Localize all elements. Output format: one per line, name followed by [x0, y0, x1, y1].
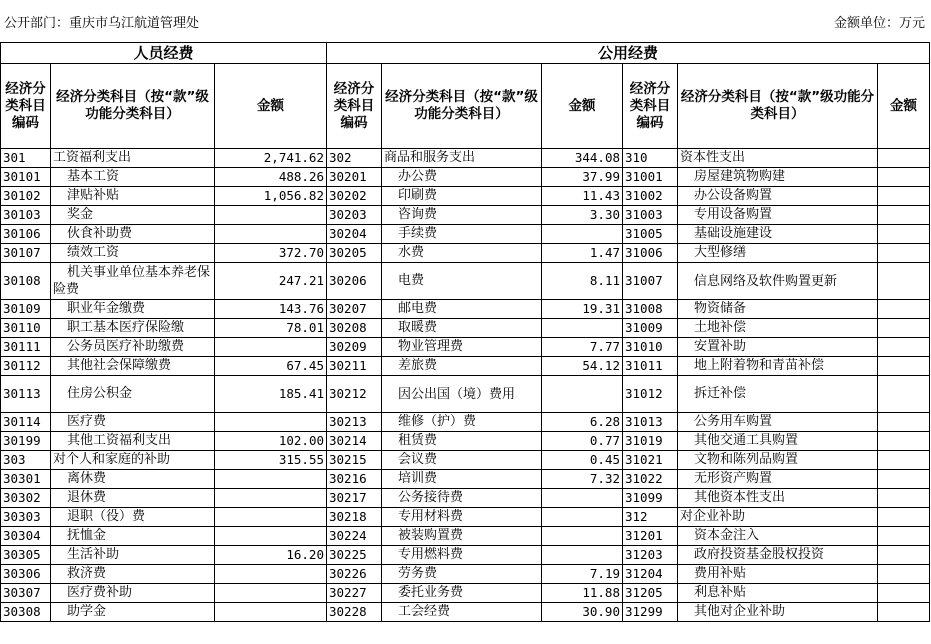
- name-cell: 利息补贴: [678, 584, 878, 603]
- name-cell: 文物和陈列品购置: [678, 451, 878, 470]
- amount-cell: 78.01: [215, 319, 327, 338]
- table-row: [1, 168, 930, 187]
- amount-header: 金额: [215, 64, 327, 149]
- code-cell: 30228: [327, 603, 382, 622]
- amount-cell: [878, 413, 930, 432]
- name-cell: 物资储备: [678, 300, 878, 319]
- table-row: [1, 338, 930, 357]
- amount-cell: [878, 244, 930, 263]
- name-cell: 拆迁补偿: [678, 376, 878, 413]
- code-cell: 31008: [623, 300, 678, 319]
- name-cell: 培训费: [382, 470, 542, 489]
- code-cell: 30112: [1, 357, 51, 376]
- name-cell: 救济费: [51, 565, 215, 584]
- name-cell: 劳务费: [382, 565, 542, 584]
- name-cell: 伙食补助费: [51, 225, 215, 244]
- amount-cell: 16.20: [215, 546, 327, 565]
- amount-cell: [878, 470, 930, 489]
- code-cell: 30204: [327, 225, 382, 244]
- code-cell: 31006: [623, 244, 678, 263]
- name-cell: 专用材料费: [382, 508, 542, 527]
- amount-cell: [878, 603, 930, 622]
- table-row: [1, 206, 930, 225]
- amount-cell: [878, 508, 930, 527]
- amount-cell: 67.45: [215, 357, 327, 376]
- amount-cell: 11.88: [542, 584, 623, 603]
- amount-cell: 7.77: [542, 338, 623, 357]
- code-cell: 30208: [327, 319, 382, 338]
- code-cell: 30201: [327, 168, 382, 187]
- code-cell: 30107: [1, 244, 51, 263]
- code-cell: 31012: [623, 376, 678, 413]
- code-cell: 30224: [327, 527, 382, 546]
- amount-cell: [215, 338, 327, 357]
- table-row: [1, 470, 930, 489]
- amount-header: 金额: [878, 64, 930, 149]
- table-row: [1, 584, 930, 603]
- amount-cell: [542, 376, 623, 413]
- amount-cell: 6.28: [542, 413, 623, 432]
- name-cell: 奖金: [51, 206, 215, 225]
- code-cell: 30301: [1, 470, 51, 489]
- amount-cell: 7.19: [542, 565, 623, 584]
- amount-cell: 344.08: [542, 149, 623, 168]
- code-cell: 31007: [623, 263, 678, 300]
- code-cell: 30199: [1, 432, 51, 451]
- code-cell: 30109: [1, 300, 51, 319]
- amount-cell: [878, 489, 930, 508]
- name-cell: 费用补贴: [678, 565, 878, 584]
- name-cell: 水费: [382, 244, 542, 263]
- table-row: [1, 565, 930, 584]
- table-row: [1, 376, 930, 413]
- amount-cell: 11.43: [542, 187, 623, 206]
- unit-label: 金额单位：万元: [833, 16, 925, 31]
- table-row: [1, 527, 930, 546]
- name-cell: 会议费: [382, 451, 542, 470]
- table-row: [1, 300, 930, 319]
- amount-cell: 37.99: [542, 168, 623, 187]
- name-cell: 被装购置费: [382, 527, 542, 546]
- code-cell: 30212: [327, 376, 382, 413]
- name-cell: 其他社会保障缴费: [51, 357, 215, 376]
- table-row: [1, 225, 930, 244]
- amount-cell: [878, 338, 930, 357]
- code-cell: 30217: [327, 489, 382, 508]
- amount-cell: 372.70: [215, 244, 327, 263]
- amount-cell: [215, 470, 327, 489]
- amount-cell: [542, 489, 623, 508]
- code-cell: 30214: [327, 432, 382, 451]
- amount-cell: [878, 565, 930, 584]
- name-header: 经济分类科目（按“款”级功能分类科目）: [678, 64, 878, 149]
- name-cell: 退职（役）费: [51, 508, 215, 527]
- amount-cell: 1,056.82: [215, 187, 327, 206]
- code-cell: 312: [623, 508, 678, 527]
- name-cell: 电费: [382, 263, 542, 300]
- code-cell: 30110: [1, 319, 51, 338]
- code-cell: 30307: [1, 584, 51, 603]
- amount-cell: [542, 527, 623, 546]
- amount-cell: 0.45: [542, 451, 623, 470]
- code-cell: 30215: [327, 451, 382, 470]
- name-cell: 职工基本医疗保险缴: [51, 319, 215, 338]
- name-cell: 其他对企业补助: [678, 603, 878, 622]
- name-cell: 邮电费: [382, 300, 542, 319]
- name-cell: 手续费: [382, 225, 542, 244]
- table-row: [1, 508, 930, 527]
- amount-cell: [215, 225, 327, 244]
- amount-cell: 247.21: [215, 263, 327, 300]
- name-cell: 绩效工资: [51, 244, 215, 263]
- amount-cell: 54.12: [542, 357, 623, 376]
- name-cell: 工资福利支出: [51, 149, 215, 168]
- code-cell: 30205: [327, 244, 382, 263]
- name-cell: 基础设施建设: [678, 225, 878, 244]
- code-cell: 30227: [327, 584, 382, 603]
- amount-cell: [878, 263, 930, 300]
- amount-cell: 185.41: [215, 376, 327, 413]
- name-cell: 房屋建筑物购建: [678, 168, 878, 187]
- code-cell: 31021: [623, 451, 678, 470]
- name-cell: 大型修缮: [678, 244, 878, 263]
- name-cell: 对个人和家庭的补助: [51, 451, 215, 470]
- amount-cell: [542, 508, 623, 527]
- code-cell: 302: [327, 149, 382, 168]
- public-group-header: 公用经费: [327, 43, 930, 64]
- code-cell: 30218: [327, 508, 382, 527]
- code-header: 经济分类科目编码: [327, 64, 382, 149]
- name-cell: 租赁费: [382, 432, 542, 451]
- table-row: [1, 263, 930, 300]
- amount-cell: [878, 225, 930, 244]
- amount-cell: [215, 413, 327, 432]
- name-cell: 咨询费: [382, 206, 542, 225]
- name-cell: 因公出国（境）费用: [382, 376, 542, 413]
- table-row: [1, 187, 930, 206]
- name-cell: 机关事业单位基本养老保险费: [51, 263, 215, 300]
- table-row: [1, 546, 930, 565]
- budget-table: [0, 42, 930, 622]
- table-row: [1, 603, 930, 622]
- amount-cell: [215, 603, 327, 622]
- code-cell: 301: [1, 149, 51, 168]
- code-cell: 31204: [623, 565, 678, 584]
- amount-cell: [878, 149, 930, 168]
- code-cell: 30106: [1, 225, 51, 244]
- amount-cell: 2,741.62: [215, 149, 327, 168]
- code-cell: 30306: [1, 565, 51, 584]
- amount-cell: [878, 546, 930, 565]
- amount-cell: [878, 357, 930, 376]
- code-cell: 30211: [327, 357, 382, 376]
- code-cell: 31205: [623, 584, 678, 603]
- name-cell: 商品和服务支出: [382, 149, 542, 168]
- amount-cell: [215, 206, 327, 225]
- name-cell: 对企业补助: [678, 508, 878, 527]
- name-cell: 抚恤金: [51, 527, 215, 546]
- code-cell: 30216: [327, 470, 382, 489]
- amount-cell: [878, 376, 930, 413]
- amount-cell: 30.90: [542, 603, 623, 622]
- table-row: [1, 319, 930, 338]
- code-cell: 30113: [1, 376, 51, 413]
- amount-cell: [215, 508, 327, 527]
- amount-cell: 3.30: [542, 206, 623, 225]
- amount-cell: [215, 565, 327, 584]
- code-cell: 31001: [623, 168, 678, 187]
- amount-cell: [215, 584, 327, 603]
- name-cell: 专用燃料费: [382, 546, 542, 565]
- name-header: 经济分类科目（按“款”级功能分类科目）: [51, 64, 215, 149]
- code-cell: 30209: [327, 338, 382, 357]
- code-cell: 31011: [623, 357, 678, 376]
- name-cell: 其他资本性支出: [678, 489, 878, 508]
- amount-cell: [542, 319, 623, 338]
- table-row: [1, 149, 930, 168]
- code-cell: 30226: [327, 565, 382, 584]
- department-label: 公开部门：重庆市乌江航道管理处: [4, 16, 200, 31]
- code-cell: 30206: [327, 263, 382, 300]
- amount-cell: [878, 206, 930, 225]
- code-cell: 30108: [1, 263, 51, 300]
- code-cell: 30302: [1, 489, 51, 508]
- personnel-group-header: 人员经费: [1, 43, 327, 64]
- name-cell: 印刷费: [382, 187, 542, 206]
- amount-cell: 0.77: [542, 432, 623, 451]
- amount-cell: 8.11: [542, 263, 623, 300]
- amount-cell: 315.55: [215, 451, 327, 470]
- code-cell: 30103: [1, 206, 51, 225]
- table-row: [1, 357, 930, 376]
- code-cell: 31002: [623, 187, 678, 206]
- amount-cell: 102.00: [215, 432, 327, 451]
- amount-cell: [215, 489, 327, 508]
- name-cell: 无形资产购置: [678, 470, 878, 489]
- amount-cell: [542, 546, 623, 565]
- code-cell: 31019: [623, 432, 678, 451]
- name-cell: 公务员医疗补助缴费: [51, 338, 215, 357]
- name-cell: 办公费: [382, 168, 542, 187]
- name-cell: 资本性支出: [678, 149, 878, 168]
- name-cell: 委托业务费: [382, 584, 542, 603]
- code-cell: 31003: [623, 206, 678, 225]
- code-cell: 30225: [327, 546, 382, 565]
- name-cell: 差旅费: [382, 357, 542, 376]
- code-cell: 30101: [1, 168, 51, 187]
- name-cell: 办公设备购置: [678, 187, 878, 206]
- name-cell: 离休费: [51, 470, 215, 489]
- amount-cell: [878, 319, 930, 338]
- name-cell: 公务用车购置: [678, 413, 878, 432]
- name-cell: 土地补偿: [678, 319, 878, 338]
- amount-cell: 488.26: [215, 168, 327, 187]
- code-cell: 31022: [623, 470, 678, 489]
- amount-cell: [215, 527, 327, 546]
- table-row: [1, 244, 930, 263]
- name-cell: 住房公积金: [51, 376, 215, 413]
- code-cell: 30304: [1, 527, 51, 546]
- code-cell: 30308: [1, 603, 51, 622]
- name-cell: 工会经费: [382, 603, 542, 622]
- amount-cell: [878, 584, 930, 603]
- amount-cell: 143.76: [215, 300, 327, 319]
- code-header: 经济分类科目编码: [623, 64, 678, 149]
- code-cell: 31201: [623, 527, 678, 546]
- name-cell: 地上附着物和青苗补偿: [678, 357, 878, 376]
- name-cell: 退休费: [51, 489, 215, 508]
- code-cell: 30213: [327, 413, 382, 432]
- name-cell: 生活补助: [51, 546, 215, 565]
- name-cell: 公务接待费: [382, 489, 542, 508]
- code-cell: 31099: [623, 489, 678, 508]
- code-cell: 30303: [1, 508, 51, 527]
- code-cell: 31010: [623, 338, 678, 357]
- code-cell: 303: [1, 451, 51, 470]
- code-cell: 30111: [1, 338, 51, 357]
- report-header: [0, 0, 931, 42]
- table-row: [1, 432, 930, 451]
- name-cell: 信息网络及软件购置更新: [678, 263, 878, 300]
- name-cell: 取暖费: [382, 319, 542, 338]
- name-cell: 助学金: [51, 603, 215, 622]
- name-cell: 职业年金缴费: [51, 300, 215, 319]
- name-cell: 医疗费补助: [51, 584, 215, 603]
- code-header: 经济分类科目编码: [1, 64, 51, 149]
- amount-cell: [542, 225, 623, 244]
- code-cell: 31013: [623, 413, 678, 432]
- name-cell: 维修（护）费: [382, 413, 542, 432]
- name-cell: 津贴补贴: [51, 187, 215, 206]
- amount-cell: [878, 432, 930, 451]
- code-cell: 30305: [1, 546, 51, 565]
- amount-cell: [878, 527, 930, 546]
- name-cell: 安置补助: [678, 338, 878, 357]
- code-cell: 30114: [1, 413, 51, 432]
- amount-cell: [878, 300, 930, 319]
- name-cell: 政府投资基金股权投资: [678, 546, 878, 565]
- code-cell: 31009: [623, 319, 678, 338]
- code-cell: 310: [623, 149, 678, 168]
- code-cell: 31203: [623, 546, 678, 565]
- name-header: 经济分类科目（按“款”级功能分类科目）: [382, 64, 542, 149]
- name-cell: 其他交通工具购置: [678, 432, 878, 451]
- code-cell: 30203: [327, 206, 382, 225]
- name-cell: 基本工资: [51, 168, 215, 187]
- code-cell: 31299: [623, 603, 678, 622]
- name-cell: 物业管理费: [382, 338, 542, 357]
- table-row: [1, 489, 930, 508]
- amount-cell: [878, 168, 930, 187]
- amount-cell: [878, 187, 930, 206]
- table-row: [1, 451, 930, 470]
- name-cell: 医疗费: [51, 413, 215, 432]
- amount-header: 金额: [542, 64, 623, 149]
- amount-cell: 19.31: [542, 300, 623, 319]
- name-cell: 资本金注入: [678, 527, 878, 546]
- code-cell: 30207: [327, 300, 382, 319]
- code-cell: 30102: [1, 187, 51, 206]
- name-cell: 专用设备购置: [678, 206, 878, 225]
- code-cell: 30202: [327, 187, 382, 206]
- amount-cell: 1.47: [542, 244, 623, 263]
- code-cell: 31005: [623, 225, 678, 244]
- table-row: [1, 413, 930, 432]
- amount-cell: [878, 451, 930, 470]
- name-cell: 其他工资福利支出: [51, 432, 215, 451]
- amount-cell: 7.32: [542, 470, 623, 489]
